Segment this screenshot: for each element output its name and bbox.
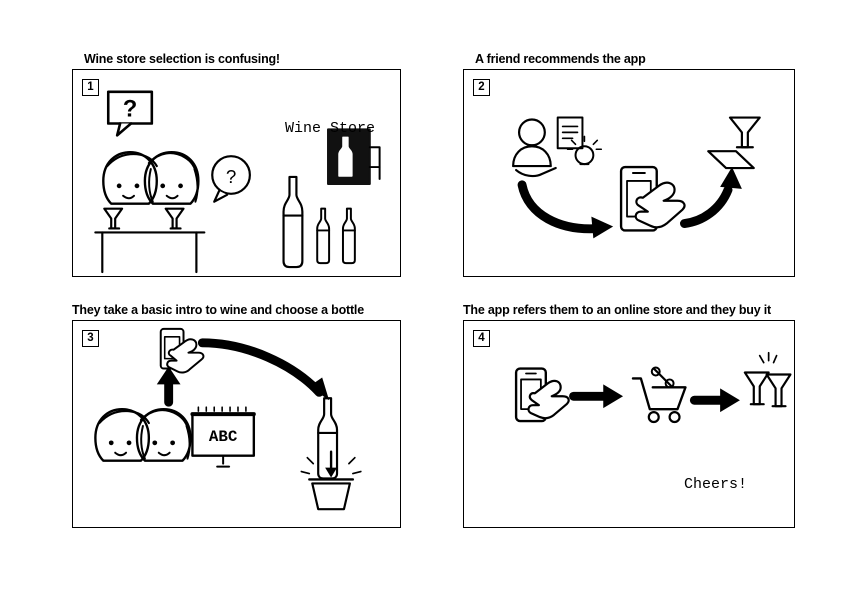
panel-1-number: 1 <box>82 79 99 96</box>
bar-counter-icon <box>95 209 204 272</box>
panel-3-artwork <box>73 321 400 527</box>
panel-4-artwork <box>464 321 794 527</box>
speech-bubble-question-icon <box>108 92 152 136</box>
hand-tapping-phone-icon <box>516 369 569 421</box>
toasting-glasses-icon <box>745 353 791 406</box>
hand-tapping-phone-icon <box>621 167 684 230</box>
wine-glass-card-icon <box>708 118 760 169</box>
curved-arrow-icon <box>202 343 329 400</box>
panel-1-caption: Wine store selection is confusing! <box>84 52 280 66</box>
two-people-icon <box>103 152 198 204</box>
panel-2 <box>463 52 795 277</box>
curved-arrow-icon <box>684 167 741 223</box>
panel-1-artwork <box>73 70 400 276</box>
svg-text:?: ? <box>225 165 237 187</box>
thought-bubble-question-icon <box>212 156 250 202</box>
two-people-icon <box>95 409 190 461</box>
cheers-label: Cheers! <box>684 476 748 493</box>
arrow-right-icon <box>694 388 740 412</box>
panel-2-number: 2 <box>473 79 490 96</box>
panel-3-frame <box>72 320 401 528</box>
hand-tapping-phone-icon <box>161 329 204 373</box>
panel-2-caption: A friend recommends the app <box>475 52 646 66</box>
panel-2-artwork <box>464 70 794 276</box>
panel-3-number: 3 <box>82 330 99 347</box>
svg-text:?: ? <box>122 95 138 123</box>
arrow-right-icon <box>574 384 624 408</box>
panel-2-frame <box>463 69 795 277</box>
curved-arrow-icon <box>522 185 613 238</box>
panel-4-frame <box>463 320 795 528</box>
panel-3 <box>72 303 401 528</box>
panel-1 <box>72 52 401 277</box>
panel-3-caption: They take a basic intro to wine and choose a bottle <box>72 303 364 317</box>
wine-store-label: Wine Store <box>285 120 376 137</box>
panel-4-caption: The app refers them to an online store and they buy it <box>463 303 771 317</box>
ice-bucket-icon <box>301 452 360 509</box>
wine-bottle-icon <box>284 177 303 267</box>
shopping-cart-discount-icon <box>633 368 685 422</box>
person-with-idea-icon <box>513 118 601 177</box>
presentation-board-icon <box>192 407 253 466</box>
wine-bottle-icon <box>318 398 337 478</box>
panel-4 <box>463 303 795 528</box>
wine-bottle-small-icon <box>317 209 355 263</box>
panel-4-number: 4 <box>473 330 490 347</box>
panel-1-frame <box>72 69 401 277</box>
wine-shelf-icon <box>328 129 379 183</box>
svg-text:ABC: ABC <box>208 427 238 446</box>
